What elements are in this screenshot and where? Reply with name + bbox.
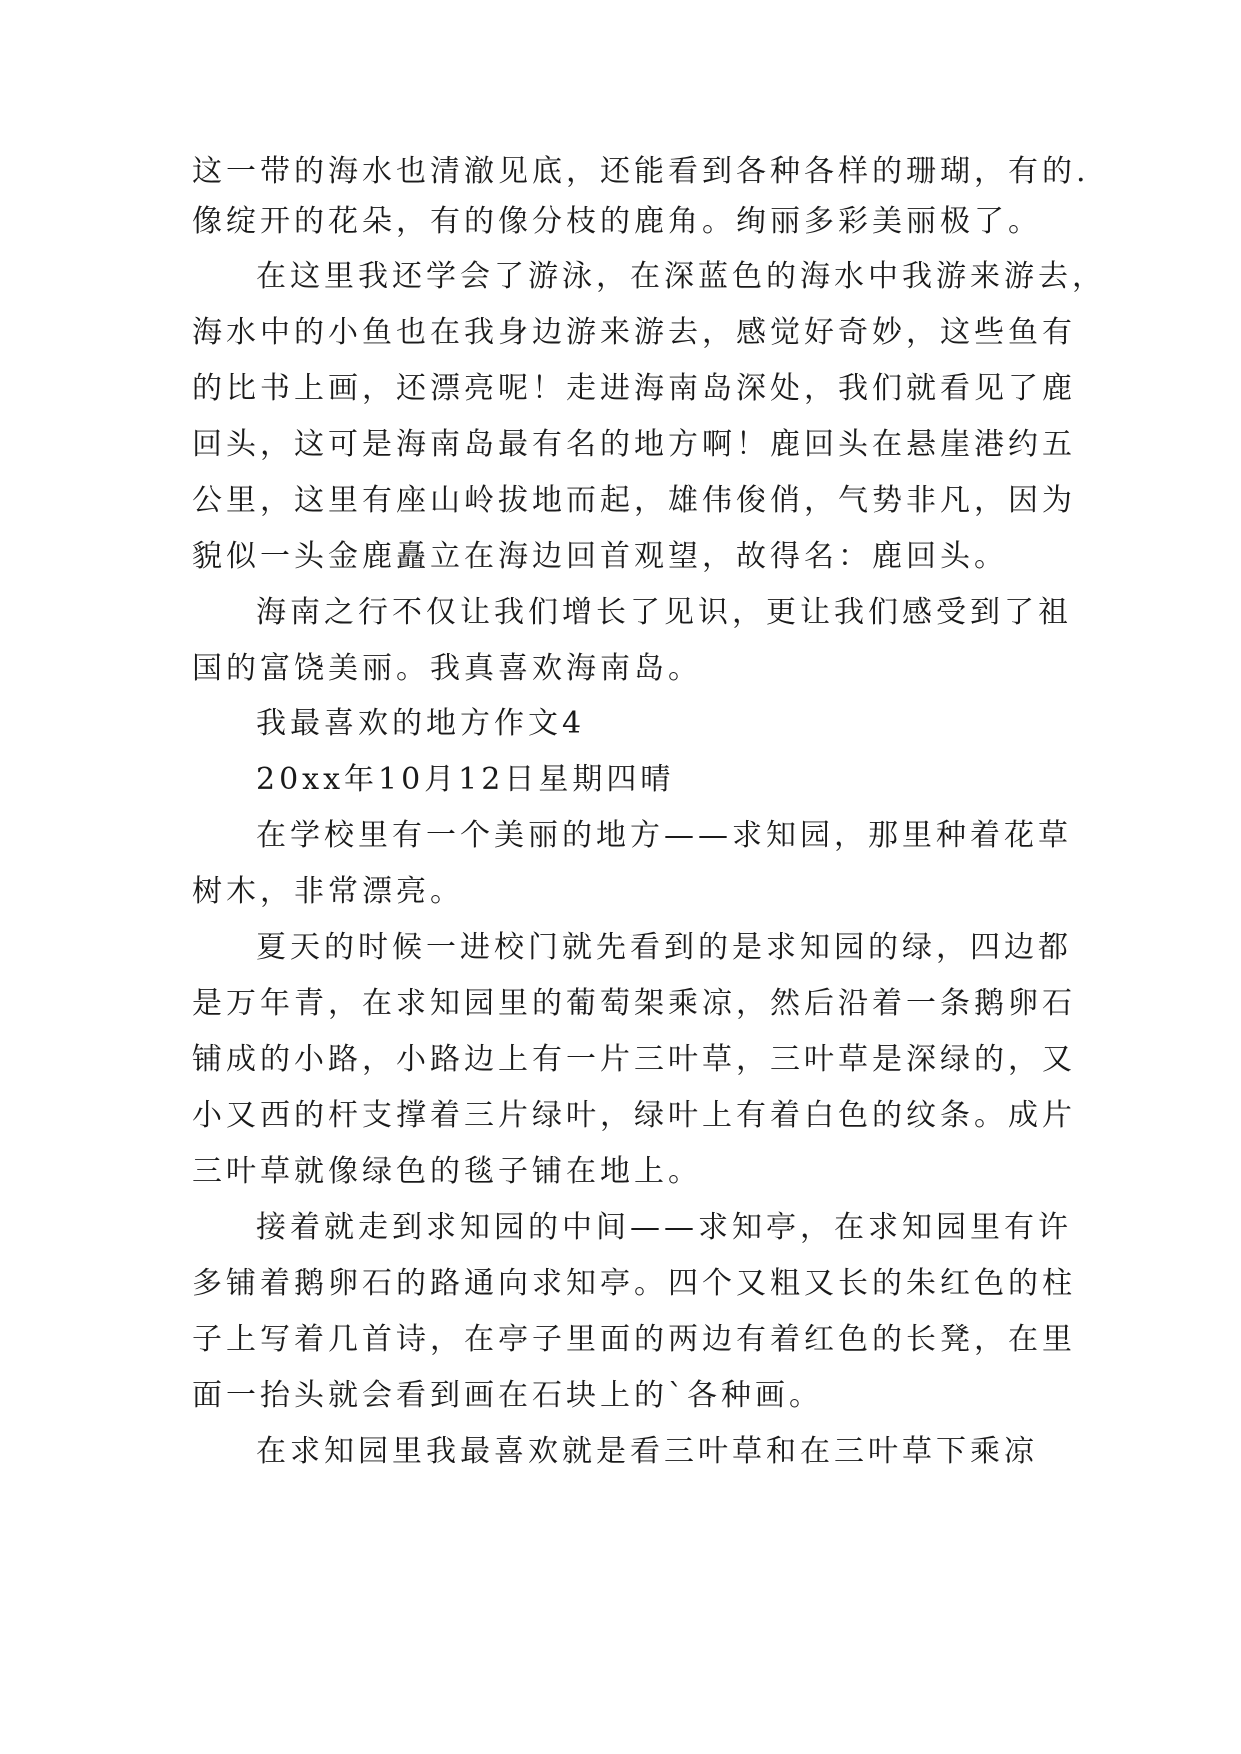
paragraph-line: 子上写着几首诗，在亭子里面的两边有着红色的长凳，在里 — [192, 1322, 1076, 1357]
paragraph-line: 貌似一头金鹿矗立在海边回首观望，故得名：鹿回头。 — [192, 539, 1008, 574]
paragraph-line: 公里，这里有座山岭拔地而起，雄伟俊俏，气势非凡，因为 — [192, 483, 1076, 518]
paragraph-line: 三叶草就像绿色的毯子铺在地上。 — [192, 1154, 702, 1189]
paragraph-line: 在求知园里我最喜欢就是看三叶草和在三叶草下乘凉 — [256, 1434, 1038, 1469]
paragraph-line: 在这里我还学会了游泳，在深蓝色的海水中我游来游去， — [256, 259, 1106, 294]
paragraph-line: 面一抬头就会看到画在石块上的`各种画。 — [192, 1378, 823, 1413]
paragraph-line: 在学校里有一个美丽的地方——求知园，那里种着花草 — [256, 818, 1072, 853]
paragraph-line: 这一带的海水也清澈见底，还能看到各种各样的珊瑚，有的. — [192, 154, 1090, 189]
paragraph-line: 国的富饶美丽。我真喜欢海南岛。 — [192, 651, 702, 686]
paragraph-line: 铺成的小路，小路边上有一片三叶草，三叶草是深绿的，又 — [192, 1042, 1076, 1077]
paragraph-line: 海南之行不仅让我们增长了见识，更让我们感受到了祖 — [256, 595, 1072, 630]
paragraph-line: 多铺着鹅卵石的路通向求知亭。四个又粗又长的朱红色的柱 — [192, 1266, 1076, 1301]
section-heading: 我最喜欢的地方作文4 — [256, 706, 586, 741]
paragraph-line: 树木，非常漂亮。 — [192, 874, 464, 909]
paragraph-line: 夏天的时候一进校门就先看到的是求知园的绿，四边都 — [256, 930, 1072, 965]
paragraph-line: 小又西的杆支撑着三片绿叶，绿叶上有着白色的纹条。成片 — [192, 1098, 1076, 1133]
paragraph-line: 的比书上画，还漂亮呢！走进海南岛深处，我们就看见了鹿 — [192, 371, 1076, 406]
paragraph-line: 回头，这可是海南岛最有名的地方啊！鹿回头在悬崖港约五 — [192, 427, 1076, 462]
paragraph-line: 海水中的小鱼也在我身边游来游去，感觉好奇妙，这些鱼有 — [192, 315, 1076, 350]
paragraph-line: 是万年青，在求知园里的葡萄架乘凉，然后沿着一条鹅卵石 — [192, 986, 1076, 1021]
date-line: 20xx年10月12日星期四晴 — [256, 762, 675, 797]
paragraph-line: 像绽开的花朵，有的像分枝的鹿角。绚丽多彩美丽极了。 — [192, 204, 1042, 239]
paragraph-line: 接着就走到求知园的中间——求知亭，在求知园里有许 — [256, 1210, 1072, 1245]
